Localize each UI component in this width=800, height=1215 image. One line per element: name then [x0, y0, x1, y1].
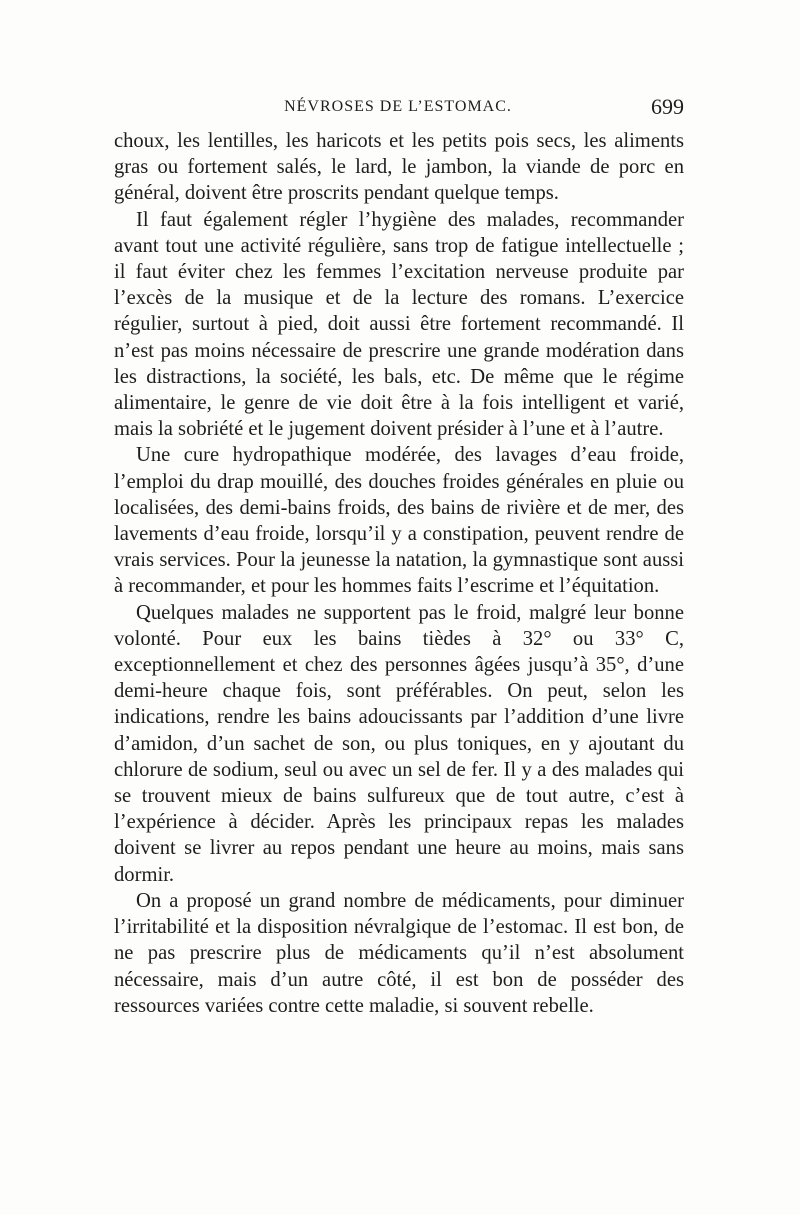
- paragraph-baths: Quelques malades ne supportent pas le froid, malgré leur bonne volonté. Pour eux les bains tièdes à 32° ou 33° C, exceptionnellement et chez des personnes âgées jusqu’à 35°, d’une demi-heure chaque fois, sont préférables. On peut, selon les indications, rendre les bains adoucissants par l’addition d’une livre d’amidon, d’un sachet de son, ou plus toniques, en y ajoutant du chlorure de sodium, seul ou avec un sel de fer. Il y a des malades qui se trouvent mieux de bains sulfureux que de tout autre, c’est à l’expérience à décider. Après les principaux repas les malades doivent se livrer au repos pendant une heure au moins, mais sans dormir.: [114, 601, 684, 886]
- paragraph-medications: On a proposé un grand nombre de médicaments, pour diminuer l’irritabilité et la disposition névralgique de l’estomac. Il est bon, de ne pas prescrire plus de médicaments qu’il n’est absolument nécessaire, mais d’un autre côté, il est bon de posséder des ressources variées contre cette maladie, si souvent rebelle.: [114, 889, 684, 1017]
- running-title: NÉVROSES DE L’ESTOMAC.: [284, 98, 512, 115]
- paragraph-hydropathy: Une cure hydropathique modérée, des lavages d’eau froide, l’emploi du drap mouillé, des douches froides générales en pluie ou localisées, des demi-bains froids, des bains de rivière et de mer, des lavements d’eau froide, lorsqu’il y a constipation, peuvent rendre de vrais services. Pour la jeunesse la natation, la gymnastique sont aussi à recommander, et pour les hommes faits l’escrime et l’équitation.: [114, 444, 684, 598]
- body-text: [114, 128, 684, 1019]
- paragraph-hygiene: Il faut également régler l’hygiène des malades, recommander avant tout une activité régulière, sans trop de fatigue intellectuelle ; il faut éviter chez les femmes l’excitation nerveuse produite par l’excès de la musique et de la lecture des romans. L’exercice régulier, surtout à pied, doit aussi être fortement recommandé. Il n’est pas moins nécessaire de prescrire une grande modération dans les distractions, la société, les bals, etc. De même que le régime alimentaire, le genre de vie doit être à la fois intelligent et varié, mais la sobriété et le jugement doivent présider à l’une et à l’autre.: [114, 208, 684, 441]
- paragraph-continuation: choux, les lentilles, les haricots et les petits pois secs, les aliments gras ou fortement salés, le lard, le jambon, la viande de porc en général, doivent être proscrits pendant quelque temps.: [114, 130, 684, 205]
- page-number: 699: [651, 94, 684, 119]
- page-header: [112, 94, 684, 126]
